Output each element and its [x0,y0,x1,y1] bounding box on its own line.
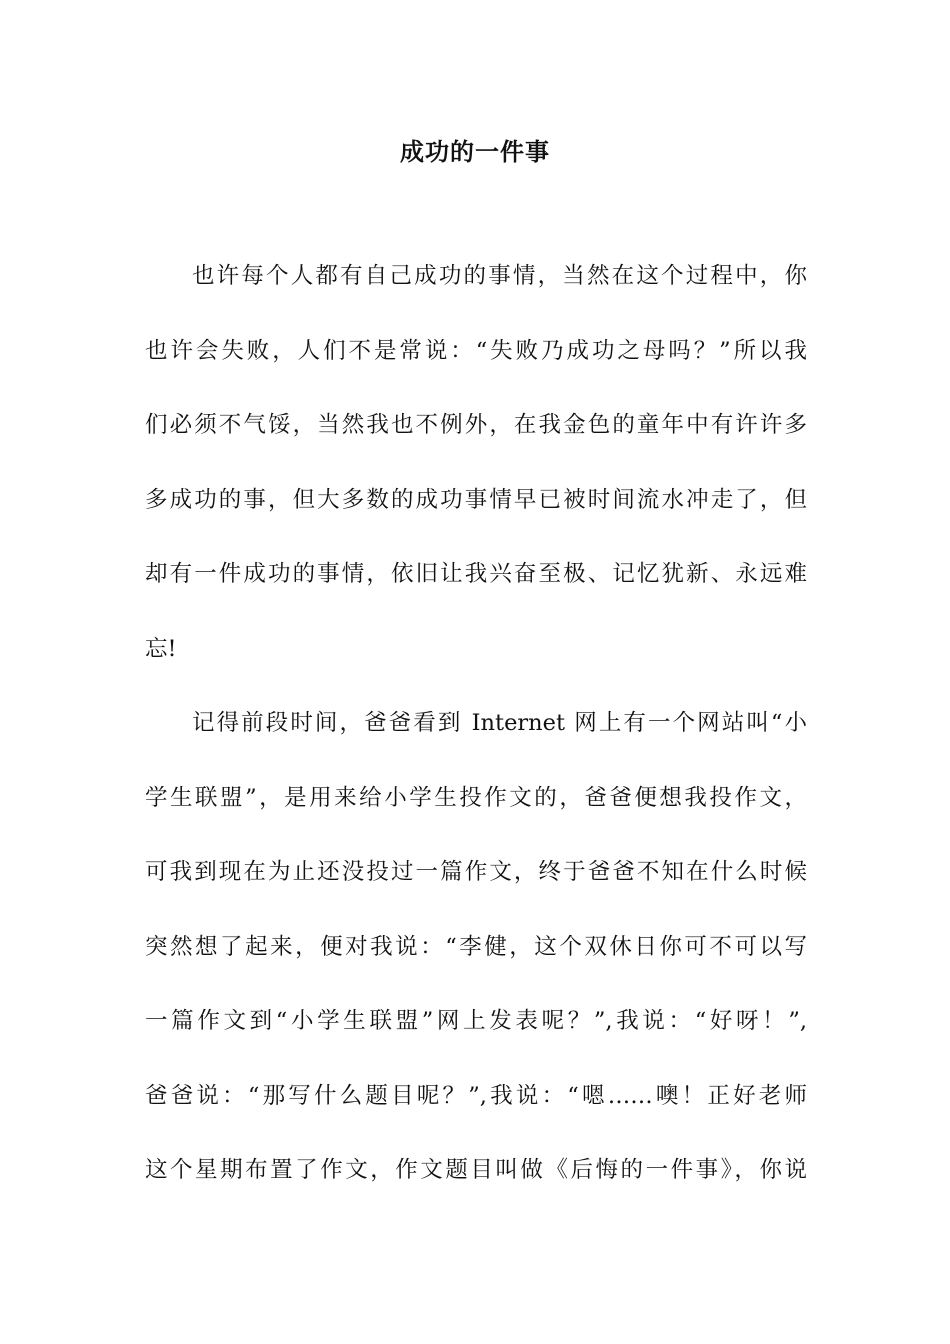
text-line: 学生联盟”，是用来给小学生投作文的，爸爸便想我投作文， [145,784,807,811]
text-line: 也许会失败，人们不是常说：“失败乃成功之母吗？”所以我 [145,337,807,364]
text-line: 可我到现在为止还没投过一篇作文，终于爸爸不知在什么时候 [145,859,807,885]
document-title: 成功的一件事 [400,138,550,166]
text-line: 也许每个人都有自己成功的事情，当然在这个过程中，你 [192,263,807,289]
text-line: 们必须不气馁，当然我也不例外，在我金色的童年中有许许多 [145,412,807,438]
text-line: 一篇作文到“小学生联盟”网上发表呢？”,我说：“好呀！”, [145,1008,807,1034]
document-body [145,256,807,1225]
text-line: 记得前段时间，爸爸看到 Internet 网上有一个网站叫“小 [192,710,807,736]
text-line: 爸爸说：“那写什么题目呢？”,我说：“嗯……噢！正好老师 [145,1082,807,1109]
text-line: 多成功的事，但大多数的成功事情早已被时间流水冲走了，但 [145,486,807,513]
text-line: 这个星期布置了作文，作文题目叫做《后悔的一件事》，你说 [145,1157,807,1183]
text-line: 却有一件成功的事情，依旧让我兴奋至极、记忆犹新、永远难 [145,561,807,587]
text-line: 突然想了起来，便对我说：“李健，这个双休日你可不可以写 [145,933,807,960]
text-line: 忘! [145,635,177,662]
